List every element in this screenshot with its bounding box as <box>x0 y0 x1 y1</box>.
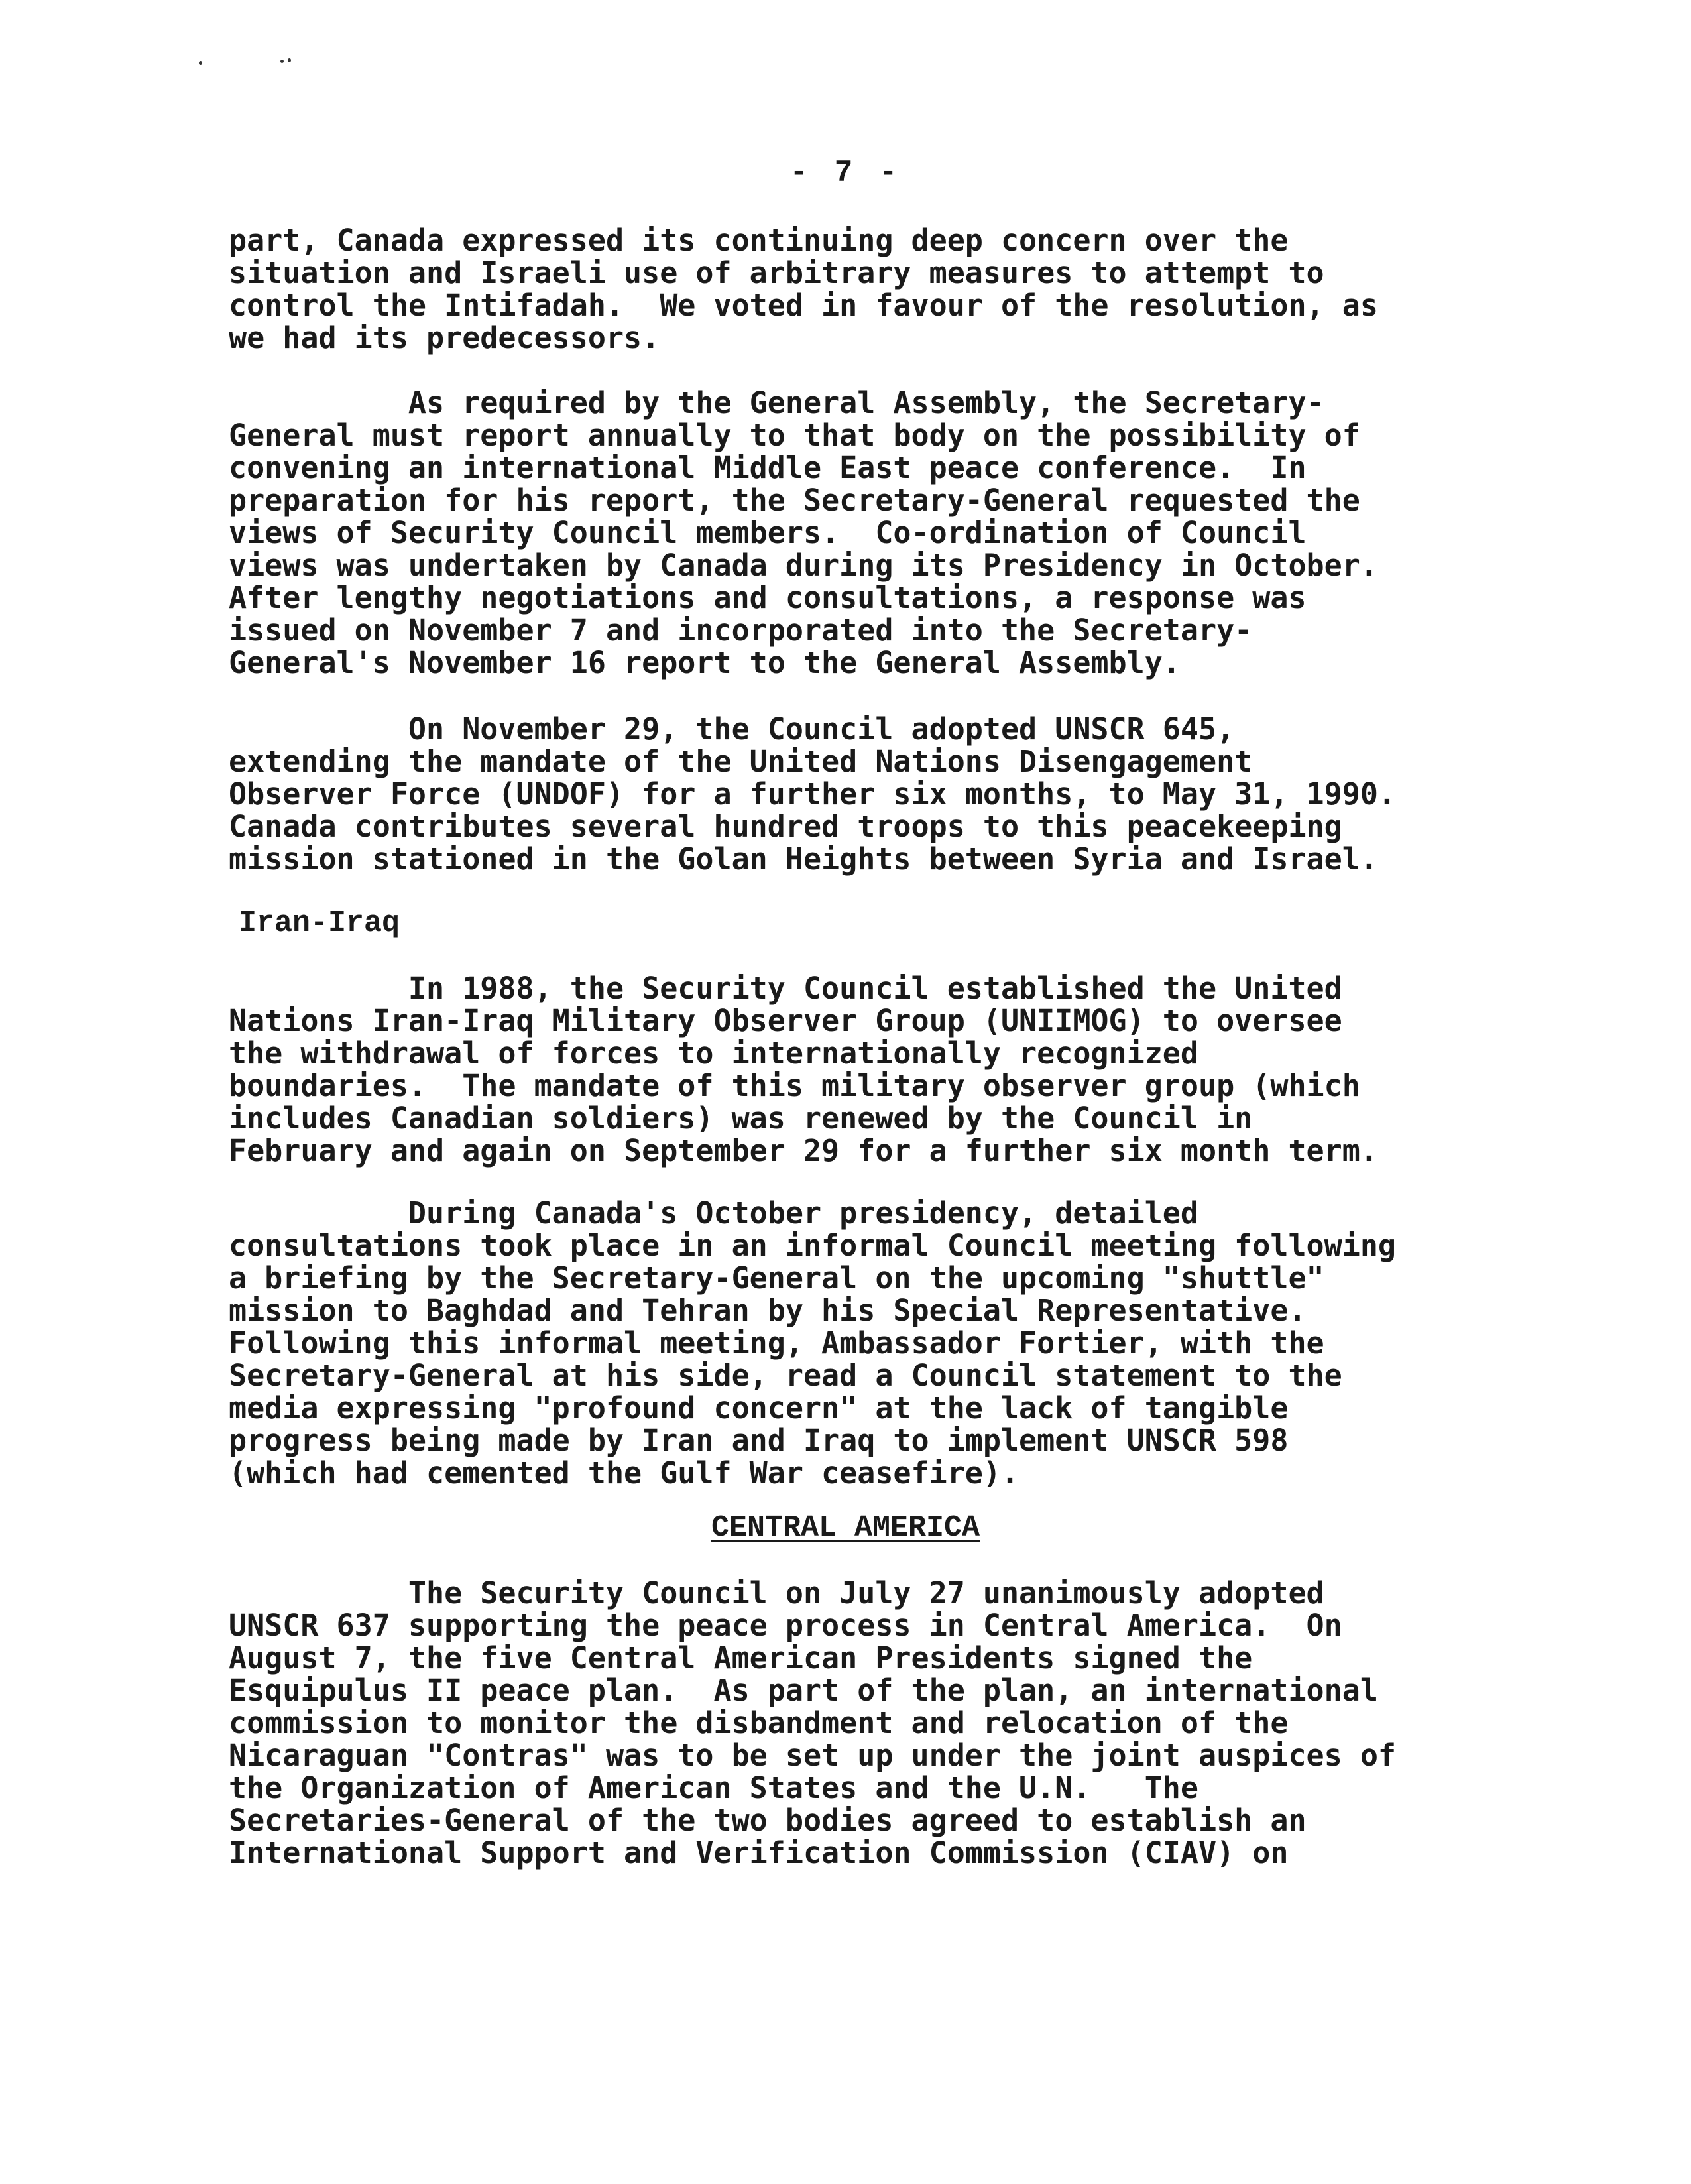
text-line: mission to Baghdad and Tehran by his Special Representative. <box>229 1293 1307 1328</box>
text-line: After lengthy negotiations and consultations, a response was <box>229 580 1307 615</box>
text-line: progress being made by Iran and Iraq to implement UNSCR 598 <box>229 1423 1289 1458</box>
scan-speck <box>280 60 284 63</box>
paragraph-central-america <box>229 1577 1515 1869</box>
text-line: views was undertaken by Canada during its Presidency in October. <box>229 548 1378 583</box>
text-line: Nations Iran-Iraq Military Observer Group (UNIIMOG) to oversee <box>229 1003 1342 1038</box>
text-line: Nicaraguan "Contras" was to be set up under the joint auspices of <box>229 1738 1396 1773</box>
text-line: situation and Israeli use of arbitrary measures to attempt to <box>229 255 1324 290</box>
paragraph-israel-continuation <box>229 224 1515 354</box>
text-line: we had its predecessors. <box>229 320 660 355</box>
paragraph-uniimog <box>229 972 1515 1167</box>
text-line: UNSCR 637 supporting the peace process in Central America. On <box>229 1608 1342 1643</box>
text-line: During Canada's October presidency, detailed <box>229 1195 1198 1231</box>
text-line: mission stationed in the Golan Heights between Syria and Israel. <box>229 841 1378 877</box>
page-number: - 7 - <box>789 156 902 190</box>
text-line: International Support and Verification Commission (CIAV) on <box>229 1835 1289 1870</box>
text-line: control the Intifadah. We voted in favour of the resolution, as <box>229 288 1378 323</box>
text-line: General must report annually to that body on the possibility of <box>229 418 1360 453</box>
section-heading-central-america: CENTRAL AMERICA <box>711 1511 980 1545</box>
text-line: commission to monitor the disbandment and relocation of the <box>229 1705 1289 1740</box>
text-line: issued on November 7 and incorporated into the Secretary- <box>229 613 1253 648</box>
text-line: Observer Force (UNDOF) for a further six months, to May 31, 1990. <box>229 776 1396 812</box>
paragraph-peace-conference <box>229 387 1515 679</box>
scan-speck <box>199 61 202 65</box>
text-line: Secretary-General at his side, read a Council statement to the <box>229 1358 1342 1393</box>
text-line: convening an international Middle East peace conference. In <box>229 450 1307 485</box>
text-line: extending the mandate of the United Nations Disengagement <box>229 744 1253 779</box>
text-line: the withdrawal of forces to internationally recognized <box>229 1036 1198 1071</box>
text-line: a briefing by the Secretary-General on the upcoming "shuttle" <box>229 1260 1324 1296</box>
text-line: August 7, the five Central American Presidents signed the <box>229 1640 1253 1675</box>
text-line: views of Security Council members. Co-ordination of Council <box>229 515 1307 550</box>
paragraph-undof <box>229 713 1515 875</box>
text-line: the Organization of American States and the U.N. The <box>229 1770 1198 1805</box>
text-line: Secretaries-General of the two bodies agreed to establish an <box>229 1803 1307 1838</box>
text-line: consultations took place in an informal Council meeting following <box>229 1228 1396 1263</box>
text-line: boundaries. The mandate of this military observer group (which <box>229 1068 1360 1103</box>
text-line: General's November 16 report to the General Assembly. <box>229 645 1181 680</box>
text-line: includes Canadian soldiers) was renewed by the Council in <box>229 1101 1253 1136</box>
text-line: Following this informal meeting, Ambassador Fortier, with the <box>229 1325 1324 1361</box>
text-line: On November 29, the Council adopted UNSCR 645, <box>229 711 1235 747</box>
text-line: Canada contributes several hundred troops to this peacekeeping <box>229 809 1342 844</box>
text-line: As required by the General Assembly, the Secretary- <box>229 385 1324 420</box>
text-line: (which had cemented the Gulf War ceasefire). <box>229 1455 1020 1490</box>
text-line: part, Canada expressed its continuing deep concern over the <box>229 223 1289 258</box>
section-heading-iran-iraq: Iran-Iraq <box>239 906 400 940</box>
scan-speck <box>288 58 291 62</box>
paragraph-october-presidency <box>229 1197 1515 1489</box>
text-line: The Security Council on July 27 unanimously adopted <box>229 1575 1324 1610</box>
text-line: media expressing "profound concern" at the lack of tangible <box>229 1390 1289 1426</box>
text-line: preparation for his report, the Secretary-General requested the <box>229 483 1360 518</box>
text-line: February and again on September 29 for a further six month term. <box>229 1133 1378 1168</box>
text-line: Esquipulus II peace plan. As part of the plan, an international <box>229 1673 1378 1708</box>
text-line: In 1988, the Security Council established the United <box>229 971 1342 1006</box>
